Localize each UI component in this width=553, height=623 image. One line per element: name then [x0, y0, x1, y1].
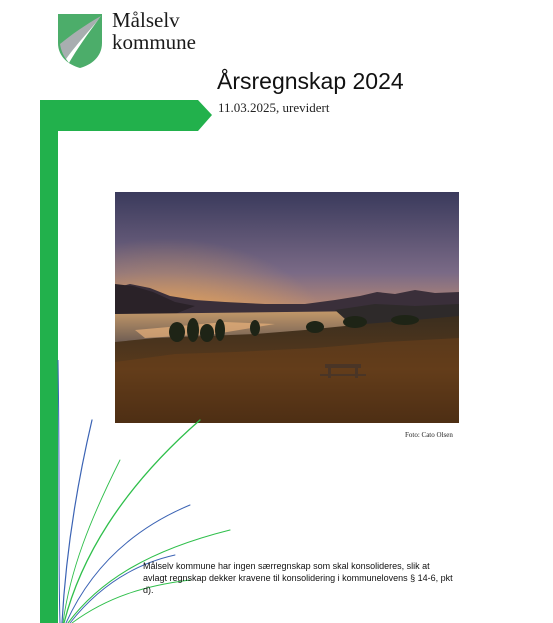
photo-credit: Foto: Cato Olsen — [405, 431, 453, 439]
municipality-shield-icon — [57, 13, 103, 69]
document-title: Årsregnskap 2024 — [217, 68, 404, 94]
consolidation-note: Målselv kommune har ingen særregnskap som skal konsolideres, slik at avlagt regnskap dekker kravene til konsolidering i kommunelovens § 14-6, pkt d). — [143, 561, 453, 595]
organization-name-line2: kommune — [112, 30, 196, 54]
organization-name — [112, 9, 196, 53]
document-date-status: 11.03.2025, urevidert — [218, 100, 330, 115]
organization-name-line1: Målselv — [112, 8, 180, 32]
